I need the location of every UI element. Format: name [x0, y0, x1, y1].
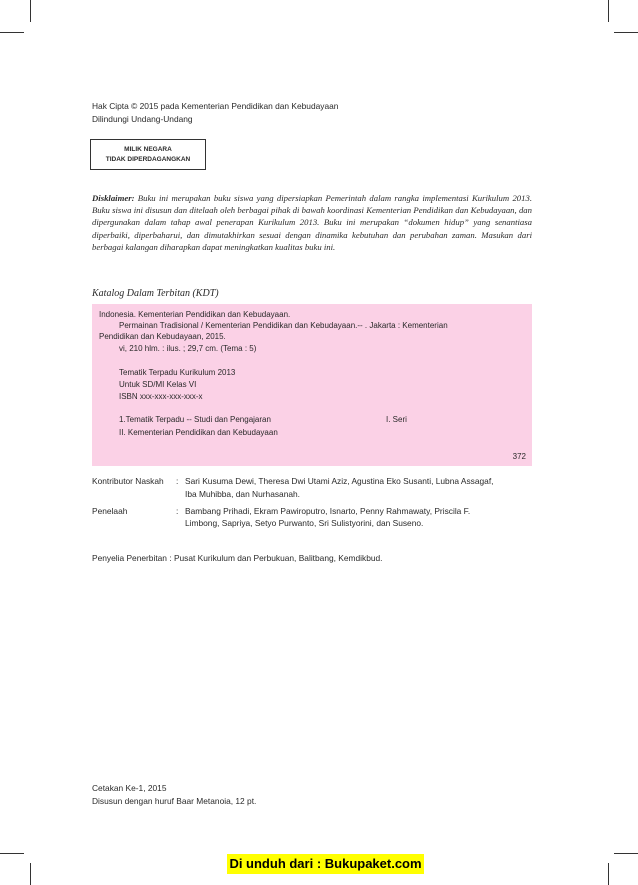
kdt-line: Untuk SD/MI Kelas VI	[119, 380, 197, 389]
crop-mark	[614, 32, 638, 33]
crop-mark	[30, 0, 31, 22]
disclaimer-label: Disklaimer:	[92, 193, 135, 203]
disclaimer-paragraph	[92, 192, 532, 253]
crop-mark	[30, 863, 31, 885]
publishing-supervisor: Penyelia Penerbitan : Pusat Kurikulum dan Perbukuan, Balitbang, Kemdikbud.	[92, 553, 383, 563]
contributor-names: Iba Muhibba, dan Nurhasanah.	[185, 489, 301, 499]
kdt-series: I. Seri	[386, 415, 407, 424]
crop-mark	[614, 853, 638, 854]
kdt-heading: Katalog Dalam Terbitan (KDT)	[92, 288, 219, 299]
kdt-line: 1.Tematik Terpadu -- Studi dan Pengajaran	[119, 415, 271, 424]
crop-mark	[608, 0, 609, 22]
crop-mark	[0, 853, 24, 854]
kdt-class-number: 372	[512, 452, 526, 461]
copyright-line: Hak Cipta © 2015 pada Kementerian Pendidikan dan Kebudayaan	[92, 101, 339, 111]
download-source-banner: Di unduh dari : Bukupaket.com	[227, 854, 424, 874]
kdt-line: vi, 210 hlm. : ilus. ; 29,7 cm. (Tema : 5)	[119, 344, 257, 353]
reviewer-colon: :	[176, 506, 179, 516]
edition-line: Cetakan Ke-1, 2015	[92, 783, 167, 793]
kdt-line: Permainan Tradisional / Kementerian Pendidikan dan Kebudayaan.-- . Jakarta : Kementerian	[119, 321, 448, 330]
disclaimer-text: Buku ini merupakan buku siswa yang dipersiapkan Pemerintah dalam rangka implementasi Kurikulum 2013. Buku siswa ini disusun dan ditelaah oleh berbagai pihak di bawah koordinasi Kementerian Pendidikan dan Kebudayaan, dan dipergunakan dalam tahap awal penerapan Kurikulum 2013. Buku ini merupakan “dokumen hidup” yang senantiasa diperbaiki, diperbaharui, dan dimutakhirkan sesuai dengan dinamika kebutuhan dan perubahan zaman. Masukan dari berbagai kalangan diharapkan dapat meningkatkan kualitas buku ini.	[92, 193, 532, 252]
contributor-label: Kontributor Naskah	[92, 476, 164, 486]
crop-mark	[0, 32, 24, 33]
contributor-colon: :	[176, 476, 179, 486]
kdt-line: Pendidikan dan Kebudayaan, 2015.	[99, 332, 226, 341]
stamp-line-1: MILIK NEGARA	[124, 146, 172, 153]
kdt-line: Indonesia. Kementerian Pendidikan dan Kebudayaan.	[99, 310, 291, 319]
crop-mark	[608, 863, 609, 885]
typeface-line: Disusun dengan huruf Baar Metanoia, 12 pt.	[92, 796, 257, 806]
kdt-line: II. Kementerian Pendidikan dan Kebudayaan	[119, 428, 278, 437]
kdt-catalog-box	[92, 304, 532, 466]
ownership-stamp	[90, 139, 206, 170]
reviewer-names: Bambang Prihadi, Ekram Pawiroputro, Isnarto, Penny Rahmawaty, Priscila F.	[185, 506, 471, 516]
contributor-names: Sari Kusuma Dewi, Theresa Dwi Utami Aziz, Agustina Eko Susanti, Lubna Assagaf,	[185, 476, 494, 486]
reviewer-names: Limbong, Sapriya, Setyo Purwanto, Sri Sulistyorini, dan Suseno.	[185, 518, 424, 528]
stamp-line-2: TIDAK DIPERDAGANGKAN	[105, 156, 191, 163]
kdt-isbn: ISBN xxx-xxx-xxx-xxx-x	[119, 392, 203, 401]
protection-line: Dilindungi Undang-Undang	[92, 114, 193, 124]
kdt-line: Tematik Terpadu Kurikulum 2013	[119, 368, 236, 377]
reviewer-label: Penelaah	[92, 506, 128, 516]
